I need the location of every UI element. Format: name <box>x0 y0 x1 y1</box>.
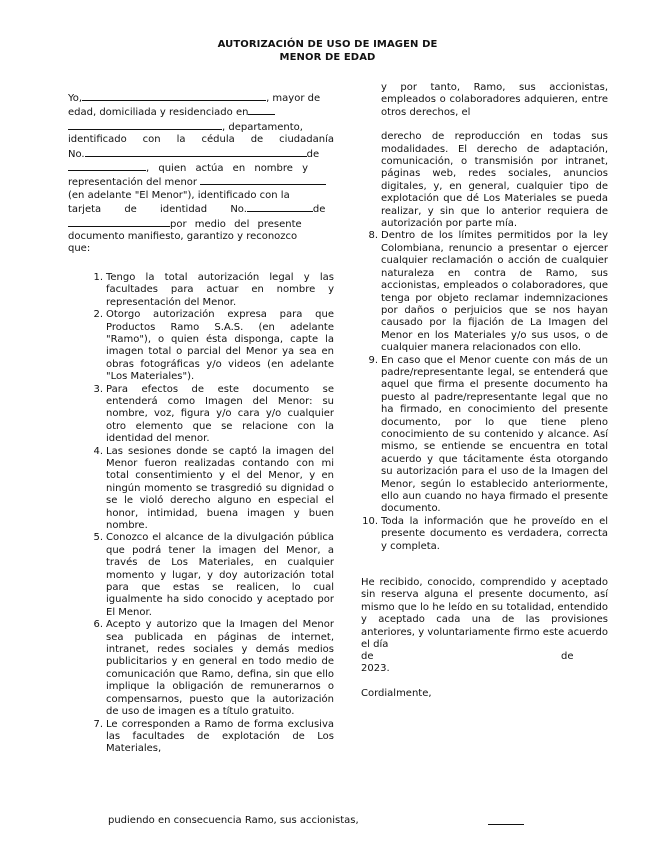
intro-line-11: documento manifiesto, garantizo y reconozco <box>68 231 298 243</box>
name-blank <box>82 91 266 101</box>
clause-number: 7. <box>93 718 103 730</box>
continuation-text-2: derecho de reproducción en todas sus modalidades. El derecho de adaptación, comunicación, o transmisión por intranet, páginas web, redes sociales, anuncios digitales, y, en general, cualquier tipo de explotación que dé Los Materiales se pueda realizar, y sin que lo anterior requiera de autorización por parte mía. <box>381 131 608 230</box>
clause-text: Tengo la total autorización legal y las facultades para actuar en nombre y representación del Menor. <box>106 271 334 308</box>
clause-number: 9. <box>368 354 378 366</box>
minor-id-blank <box>247 202 313 212</box>
clause-item <box>86 384 334 446</box>
clause-number: 1. <box>93 271 103 283</box>
left-column <box>68 91 334 756</box>
residence-blank-2 <box>68 120 222 130</box>
intro-depto: , departamento, <box>222 121 303 133</box>
clause-text: Acepto y autorizo que la Imagen del Menor sea publicada en páginas de internet, intranet, redes sociales y demás medios publicitarios y en general en todo medio de comunicación que Ramo, defina, sin que ello implique la obligación de remunerarnos o compensarnos, puesto que la autorización de uso de imagen es a título gratuito. <box>106 619 334 718</box>
clause-number: 5. <box>93 532 103 544</box>
clause-item <box>86 309 334 383</box>
clause-text: Para efectos de este documento se entenderá como Imagen del Menor: su nombre, voz, figura y/o cara y/o cualquier otro elemento que se relacione con la identidad del menor. <box>106 383 334 445</box>
clause-item <box>361 230 608 354</box>
clause-number: 4. <box>93 445 103 457</box>
intro-de: de <box>306 148 320 160</box>
date-de-2: de <box>561 651 574 663</box>
intro-paragraph <box>68 91 334 256</box>
intro-line-4: identificado con la cédula de ciudadanía <box>68 134 334 146</box>
clause-text: Le corresponden a Ramo de forma exclusiva las facultades de explotación de Los Materiales, <box>106 718 334 755</box>
intro-yo: Yo, <box>68 93 83 104</box>
clause-item <box>361 355 608 516</box>
clause-text: En caso que el Menor cuente con más de un padre/representante legal, se entenderá que aquel que firma el presente documento ha puesto al padre/representante legal que no ha firmado, en conocimiento del presente documento, por lo que tiene pleno conocimiento de su contenido y alcance. Así mismo, se entiende se encuentra en total acuerdo y que tácitamente ésta otorgando su autorización para el uso de la Imagen del Menor, según lo establecido anteriormente, ello aun cuando no haya firmado el presente documento. <box>381 354 608 515</box>
clause-text: Las sesiones donde se captó la imagen del Menor fueron realizadas contando con mi total consentimiento y el del Menor, y en ningún momento se trasgredió su dignidad o se le violó derecho alguno en especial el honor, intimidad, buena imagen y buen nombre. <box>106 445 334 531</box>
clause-text: Conozco el alcance de la divulgación pública que podrá tener la imagen del Menor, a través de Los Materiales, en cualquier momento y lugar, y doy autorización total para que estas se realicen, lo cual igualmente ha sido conocido y aceptado por El Menor. <box>106 532 334 618</box>
date-year: 2023. <box>361 663 390 675</box>
clause-list-left <box>68 272 334 756</box>
clause-number: 2. <box>93 309 103 321</box>
closing-text: He recibido, conocido, comprendido y aceptado sin reserva alguna el presente documento, así mismo que lo he leído en su totalidad, entendido y aceptado cada una de las provisiones anteriores, y voluntariamente firmo este acuerdo el día <box>361 577 608 651</box>
clause-text: Dentro de los límites permitidos por la ley Colombiana, renuncio a presentar o ejercer cualquier reclamación o acción de cualquier naturaleza en contra de Ramo, sus accionistas, empleados o colaboradores, que tenga por objeto reclamar indemnizaciones por daños o perjuicios que se nos hayan causado por la fijación de La Imagen del Menor en los Materiales y/o sus usos, o de cualquier manera relacionados con ello. <box>381 230 608 354</box>
bottom-continuation: pudiendo en consecuencia Ramo, sus accionistas, <box>108 815 359 826</box>
clause-item <box>86 446 334 533</box>
residence-blank <box>248 105 275 115</box>
intro-no: No. <box>68 148 85 160</box>
clause-number: 6. <box>93 619 103 631</box>
clause-item <box>86 532 334 619</box>
clause-item <box>86 619 334 718</box>
continuation-text-1: y por tanto, Ramo, sus accionistas, empleados o colaboradores adquieren, entre otros derechos, el <box>381 82 608 118</box>
clause-number: 10. <box>362 515 378 527</box>
intro-mayor: , mayor de <box>266 93 321 104</box>
right-column <box>361 82 608 700</box>
closing-paragraph <box>361 577 608 700</box>
date-de-1: de <box>361 651 374 663</box>
title-line-1: AUTORIZACIÓN DE USO DE IMAGEN DE <box>217 39 438 50</box>
intro-actua: , quien actúa en nombre y <box>146 163 309 175</box>
regards: Cordialmente, <box>361 687 432 699</box>
clause-item <box>86 719 334 756</box>
id-city-blank <box>68 161 146 171</box>
id-number-blank <box>85 147 307 157</box>
intro-line-7: representación del menor <box>68 177 198 189</box>
clause-text: Toda la información que he proveído en el presente documento es verdadera, correcta y completa. <box>381 515 608 552</box>
clause-item <box>86 272 334 309</box>
intro-line-9: tarjeta de identidad No. <box>68 204 247 216</box>
date-line <box>361 651 608 663</box>
intro-line-2: edad, domiciliada y residenciado en <box>68 107 249 119</box>
title-line-2: MENOR DE EDAD <box>279 52 376 63</box>
intro-medio: por medio del presente <box>170 218 302 230</box>
clause-item <box>361 516 608 553</box>
minor-name-blank <box>200 175 326 185</box>
clause-list-right <box>361 230 608 553</box>
document-title <box>0 38 655 64</box>
clause-text: Otorgo autorización expresa para que Productos Ramo S.A.S. (en adelante "Ramo"), o quien ésta disponga, capte la imagen total o parcial del Menor ya sea en obras fotográficas y/o videos (en adelante "Los Materiales"). <box>106 309 334 383</box>
intro-line-8: (en adelante "El Menor"), identificado con la <box>68 189 290 201</box>
clause-number: 3. <box>93 383 103 395</box>
intro-line-12: que: <box>68 243 91 255</box>
clause-7-continuation <box>361 82 608 230</box>
signature-line <box>488 824 524 825</box>
minor-id-city-blank <box>68 217 170 227</box>
intro-de-2: de <box>312 204 326 216</box>
clause-number: 8. <box>368 230 378 242</box>
